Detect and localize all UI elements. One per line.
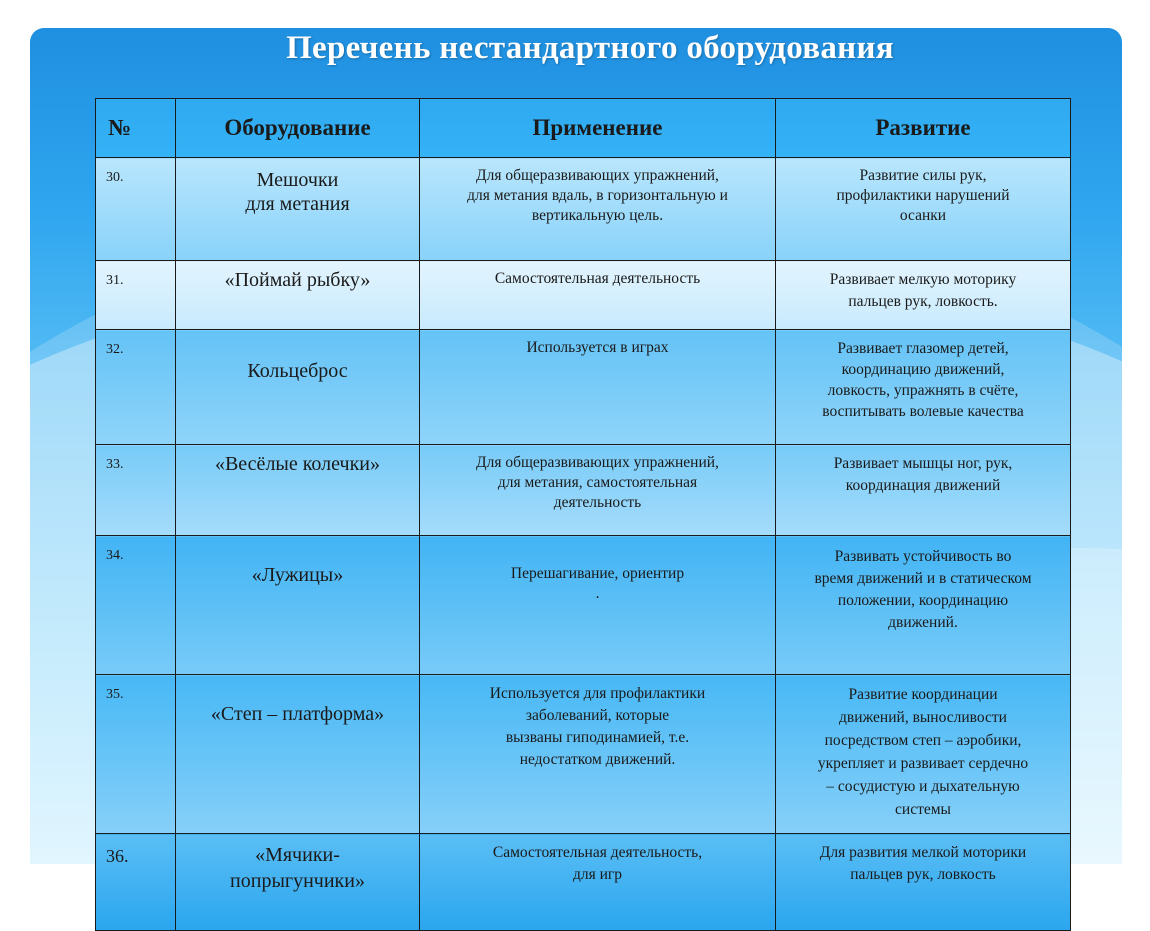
table-row [96, 330, 1071, 445]
development-line: Развивает мышцы ног, рук, [833, 455, 1013, 472]
row-number: 35. [96, 675, 176, 834]
application-line: заболеваний, которые [525, 707, 670, 724]
equipment-line: «Мячики- [255, 844, 340, 866]
application-cell [420, 536, 776, 675]
development-line: положении, координацию [837, 592, 1009, 609]
development-line: Развитие силы рук, [859, 167, 987, 184]
development-line: Развитие координации [848, 686, 998, 703]
equipment-cell [176, 261, 420, 330]
header-application: Применение [420, 99, 776, 158]
application-line: . [595, 585, 600, 602]
row-number: 30. [96, 158, 176, 261]
row-number: 31. [96, 261, 176, 330]
application-line: Используется в играх [526, 339, 669, 356]
table-header-row [96, 99, 1071, 158]
development-line: движений. [888, 614, 958, 631]
equipment-line: «Весёлые колечки» [214, 453, 381, 475]
development-cell [776, 834, 1071, 931]
development-cell [776, 536, 1071, 675]
equipment-line: попрыгунчики» [230, 870, 365, 892]
application-line: для метания вдаль, в горизонтальную и [467, 187, 728, 204]
header-number: № [96, 99, 176, 158]
development-line: воспитывать волевые качества [822, 403, 1024, 420]
header-development: Развитие [776, 99, 1071, 158]
development-line: время движений и в статическом [814, 570, 1032, 587]
application-line: для игр [572, 866, 623, 883]
development-line: координацию движений, [841, 361, 1005, 378]
development-line: Развивать устойчивость во [834, 548, 1012, 565]
development-line: движений, выносливости [839, 709, 1007, 726]
application-line: Для общеразвивающих упражнений, [476, 454, 719, 471]
development-cell [776, 675, 1071, 834]
equipment-line: Мешочки [256, 169, 339, 191]
application-line: деятельность [553, 494, 642, 511]
application-cell [420, 675, 776, 834]
development-cell [776, 158, 1071, 261]
application-cell [420, 158, 776, 261]
development-line: ловкость, упражнять в счёте, [827, 382, 1019, 399]
application-cell [420, 261, 776, 330]
equipment-line: «Поймай рыбку» [224, 269, 371, 291]
development-cell [776, 330, 1071, 445]
table-row [96, 536, 1071, 675]
application-cell [420, 330, 776, 445]
application-line: вертикальную цель. [531, 207, 664, 224]
equipment-line: Кольцеброс [247, 360, 348, 382]
table-row [96, 834, 1071, 931]
development-line: – сосудистую и дыхательную [826, 778, 1020, 795]
page-title: Перечень нестандартного оборудования [286, 30, 894, 66]
table-row [96, 158, 1071, 261]
table-row [96, 261, 1071, 330]
development-line: системы [895, 801, 951, 818]
application-line: для метания, самостоятельная [497, 474, 698, 491]
application-line: Самостоятельная деятельность, [492, 844, 703, 861]
application-line: Перешагивание, ориентир [510, 565, 685, 582]
development-line: Развивает глазомер детей, [837, 340, 1009, 357]
equipment-cell [176, 536, 420, 675]
application-line: недостатком движений. [519, 751, 676, 768]
row-number: 34. [96, 536, 176, 675]
development-line: профилактики нарушений [836, 187, 1010, 204]
equipment-cell [176, 445, 420, 536]
development-line: укрепляет и развивает сердечно [817, 755, 1029, 772]
application-line: Для общеразвивающих упражнений, [476, 167, 719, 184]
header-equipment: Оборудование [176, 99, 420, 158]
equipment-cell [176, 158, 420, 261]
application-cell [420, 445, 776, 536]
equipment-table [95, 98, 1071, 931]
development-line: пальцев рук, ловкость [850, 866, 996, 883]
equipment-cell [176, 330, 420, 445]
table-row [96, 445, 1071, 536]
application-line: вызваны гиподинамией, т.е. [505, 729, 690, 746]
equipment-line: «Степ – платформа» [210, 703, 385, 725]
equipment-line: «Лужицы» [251, 564, 344, 586]
equipment-cell [176, 834, 420, 931]
application-cell [420, 834, 776, 931]
row-number: 32. [96, 330, 176, 445]
development-line: посредством степ – аэробики, [824, 732, 1022, 749]
row-number: 36. [96, 834, 176, 931]
application-line: Используется для профилактики [489, 685, 706, 702]
application-line: Самостоятельная деятельность [494, 270, 701, 287]
table-row [96, 675, 1071, 834]
row-number: 33. [96, 445, 176, 536]
development-cell [776, 261, 1071, 330]
equipment-line: для метания [245, 193, 350, 215]
development-line: Для развития мелкой моторики [819, 844, 1027, 861]
equipment-cell [176, 675, 420, 834]
development-line: Развивает мелкую моторику [829, 271, 1017, 288]
development-line: осанки [899, 207, 947, 224]
development-line: координация движений [845, 477, 1001, 494]
development-line: пальцев рук, ловкость. [848, 293, 998, 310]
development-cell [776, 445, 1071, 536]
